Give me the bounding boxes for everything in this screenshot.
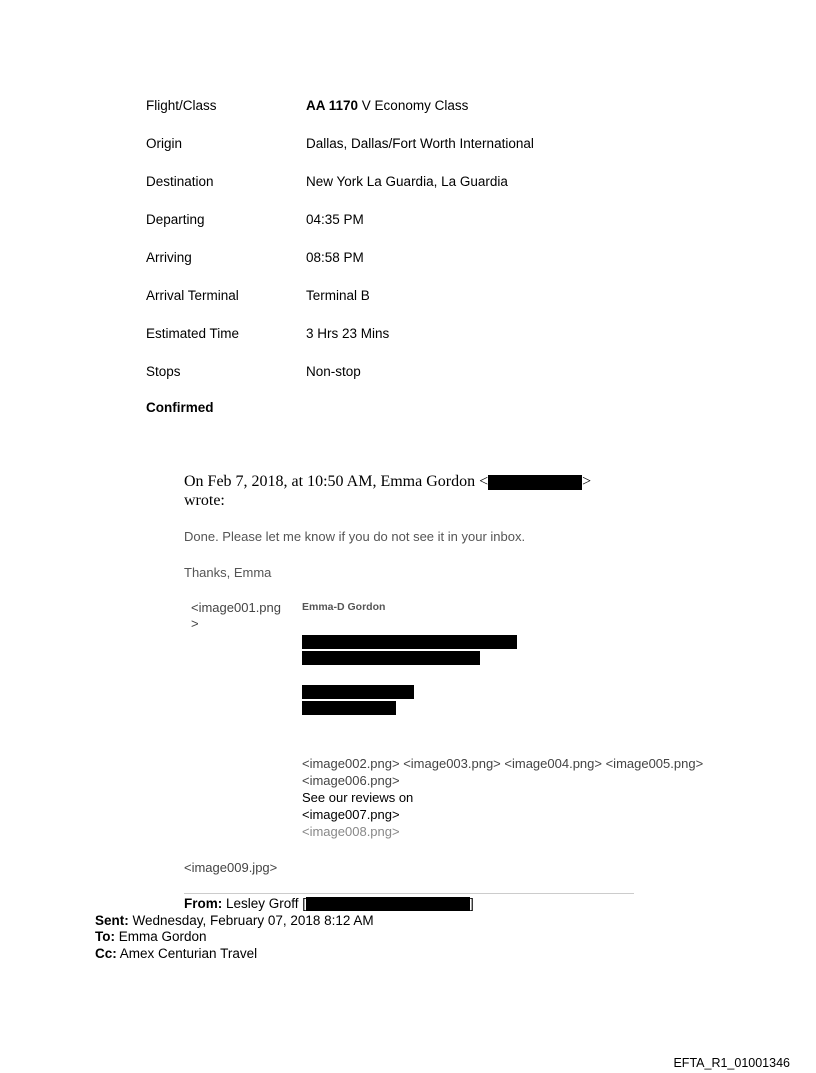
reviews-label: See our reviews on [302,790,414,805]
from-value: Lesley Groff [ [222,896,307,911]
to-label: To: [95,929,115,944]
flight-row-label: Stops [146,364,181,379]
flight-row-label: Departing [146,212,205,227]
reviews-block [302,789,413,840]
flight-class: V Economy Class [358,98,469,113]
flight-row-label: Estimated Time [146,326,240,341]
from-label: From: [184,896,223,911]
message-signoff: Thanks, Emma [184,565,272,580]
flight-row-value [306,98,468,113]
flight-row-value: Terminal B [306,288,370,303]
flight-row-value: 04:35 PM [306,212,364,227]
redacted-email [306,897,470,911]
message-body: Done. Please let me know if you do not see it in your inbox. [184,529,526,544]
quoted-email-header [184,472,624,510]
flight-row-value: Non-stop [306,364,361,379]
flight-number: AA 1170 [306,98,359,113]
redaction-bar [302,701,396,715]
divider [184,893,634,894]
from-line [184,896,474,913]
image-placeholder-9: <image009.jpg> [184,860,278,875]
cc-label: Cc: [95,945,117,961]
sent-label: Sent: [95,912,129,928]
from-close: ] [470,896,474,911]
to-line [95,929,385,946]
quoted-header-wrote: wrote: [184,492,225,509]
redacted-email [488,475,582,490]
quoted-header-suffix: > [582,473,592,490]
image-placeholder-7: <image007.png> [302,807,400,822]
sent-line [95,913,385,930]
cc-value: Amex Centurian Travel [116,945,258,961]
flight-row-value: New York La Guardia, La Guardia [306,174,508,189]
to-value: Emma Gordon [115,929,207,944]
flight-row-label: Flight/Class [146,98,217,113]
flight-row-label: Origin [146,136,183,151]
redaction-bar [302,651,480,665]
flight-row-value: 08:58 PM [306,250,364,265]
redaction-bar [302,685,414,699]
signature-name: Emma-D Gordon [302,601,386,613]
image-placeholder-row: <image002.png> <image003.png> <image004.png> <image005.png> <image006.png> [302,756,704,788]
document-id: EFTA_R1_01001346 [673,1056,790,1070]
flight-row-label: Arriving [146,250,192,265]
image-placeholder-1 [191,600,291,632]
flight-row-label: Destination [146,174,214,189]
quoted-header-prefix: On Feb 7, 2018, at 10:50 AM, Emma Gordon < [184,473,489,490]
sent-value: Wednesday, February 07, 2018 8:12 AM [128,912,374,928]
flight-row-label: Arrival Terminal [146,288,239,303]
image-placeholder-1-line1: <image001.png [191,600,281,615]
forwarded-email-header [95,896,474,962]
flight-row-value: Dallas, Dallas/Fort Worth International [306,136,534,151]
flight-row-value: 3 Hrs 23 Mins [306,326,390,341]
image-placeholder-1-line2: > [191,616,199,631]
cc-line [95,946,385,963]
redaction-bar [302,635,517,649]
booking-status: Confirmed [146,400,214,415]
image-placeholder-8: <image008.png> [302,824,400,839]
